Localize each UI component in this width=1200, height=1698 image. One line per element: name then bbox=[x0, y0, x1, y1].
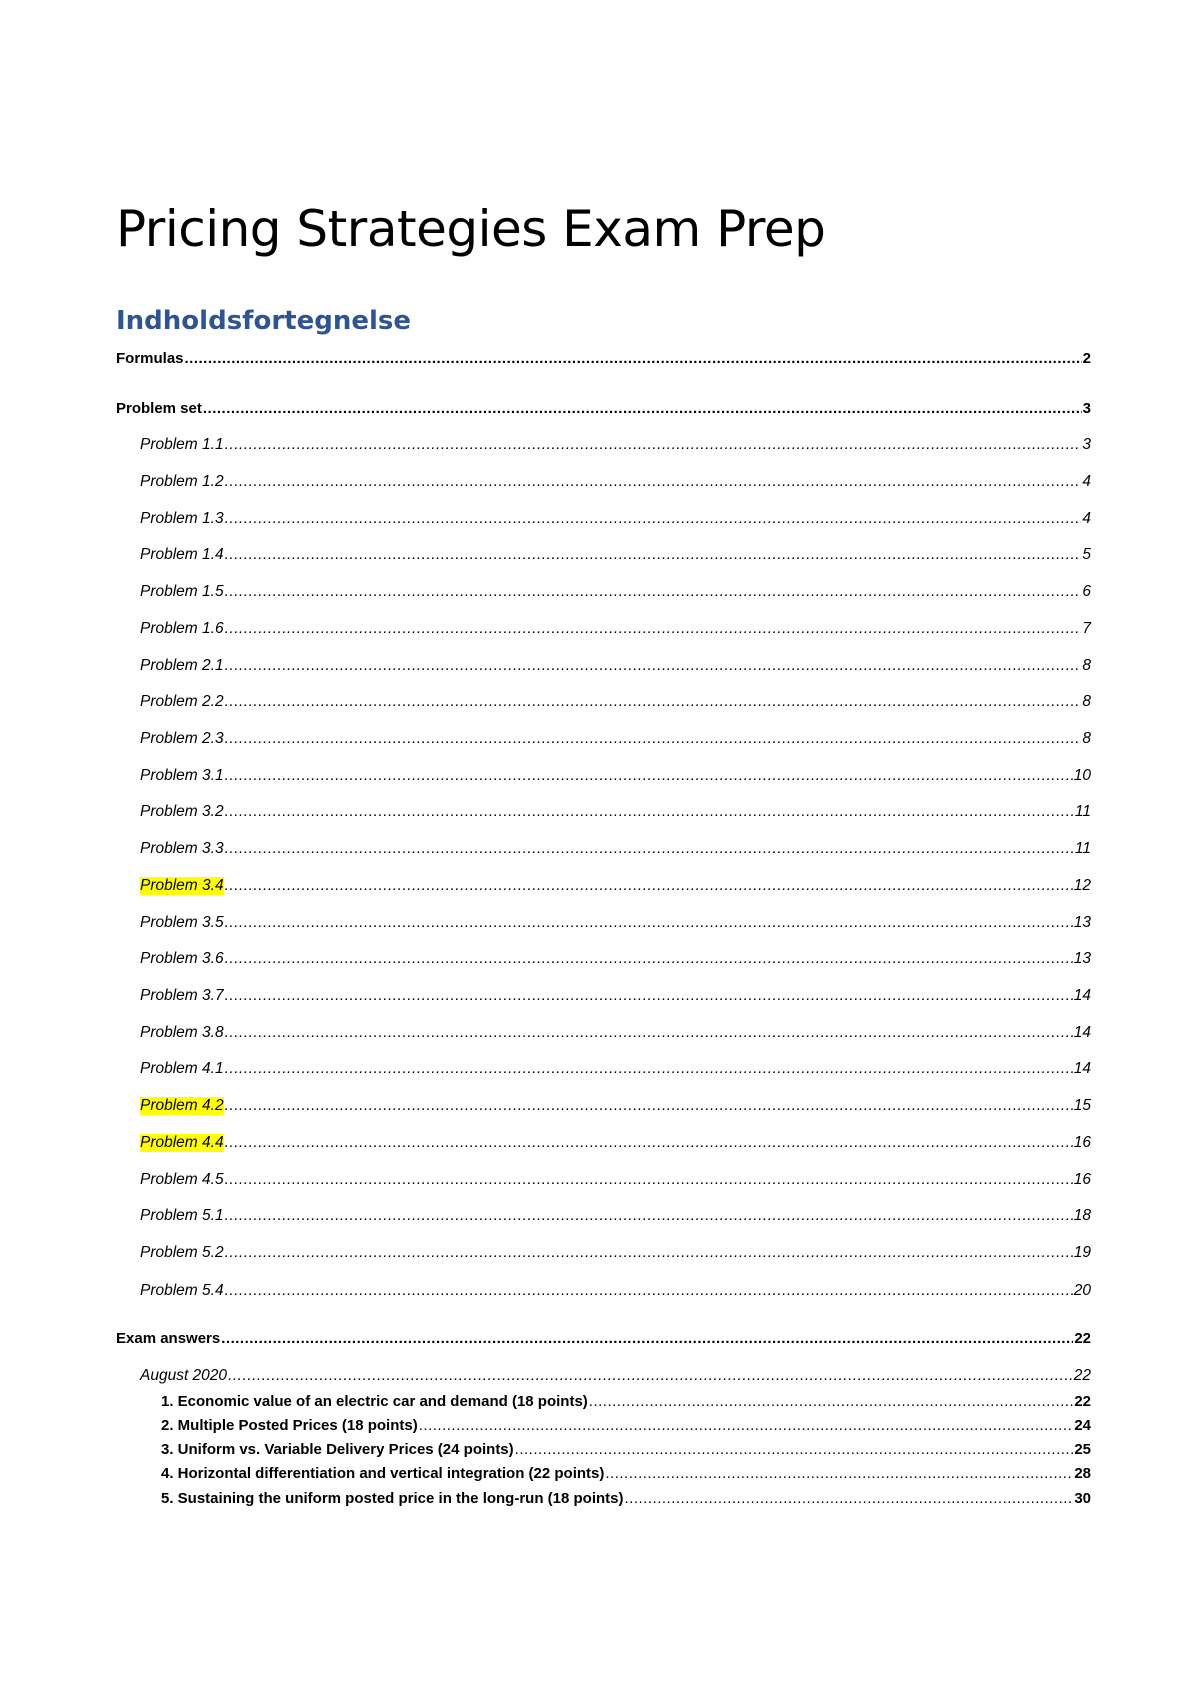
toc-entry-problem-1-2[interactable] bbox=[140, 473, 1091, 491]
toc-entry-page: 10 bbox=[1073, 767, 1091, 784]
toc-entry-problem-3-7[interactable] bbox=[140, 987, 1091, 1005]
toc-entry-page: 24 bbox=[1074, 1417, 1091, 1434]
dot-leader bbox=[225, 510, 1082, 528]
toc-entry-page: 2 bbox=[1082, 350, 1091, 367]
toc-entry-problem-4-5[interactable] bbox=[140, 1171, 1091, 1189]
toc-entry-page: 8 bbox=[1082, 693, 1091, 710]
dot-leader bbox=[225, 1060, 1073, 1078]
dot-leader bbox=[225, 1134, 1073, 1152]
toc-entry-problem-4-2[interactable] bbox=[140, 1097, 1091, 1115]
toc-entry-page: 3 bbox=[1082, 400, 1091, 417]
toc-entry-label: 3. Uniform vs. Variable Delivery Prices (24 points) bbox=[161, 1441, 514, 1458]
dot-leader bbox=[225, 583, 1082, 601]
toc-entry-problem-1-6[interactable] bbox=[140, 620, 1091, 638]
toc-entry-problem-4-1[interactable] bbox=[140, 1060, 1091, 1078]
toc-entry-label: Problem 3.1 bbox=[140, 767, 224, 784]
toc-entry-label: Problem 1.1 bbox=[140, 436, 224, 453]
dot-leader bbox=[225, 436, 1082, 454]
dot-leader bbox=[225, 803, 1074, 821]
toc-entry-problem-3-8[interactable] bbox=[140, 1024, 1091, 1042]
dot-leader bbox=[225, 657, 1082, 675]
toc-entry-problem-1-1[interactable] bbox=[140, 436, 1091, 454]
toc-entry-label: Problem 3.3 bbox=[140, 840, 224, 857]
dot-leader bbox=[225, 1097, 1073, 1115]
dot-leader bbox=[225, 620, 1082, 638]
toc-entry-label-highlighted: Problem 3.4 bbox=[140, 877, 224, 894]
toc-entry-label: Problem 3.7 bbox=[140, 987, 224, 1004]
dot-leader bbox=[225, 950, 1073, 968]
dot-leader bbox=[225, 840, 1074, 858]
dot-leader bbox=[225, 473, 1082, 491]
toc-entry-label: Problem 4.5 bbox=[140, 1171, 224, 1188]
toc-entry-label: Exam answers bbox=[116, 1330, 221, 1347]
toc-entry-label: Problem 3.6 bbox=[140, 950, 224, 967]
dot-leader bbox=[228, 1367, 1073, 1385]
toc-entry-problem-3-6[interactable] bbox=[140, 950, 1091, 968]
toc-entry-question-4[interactable] bbox=[161, 1465, 1091, 1482]
toc-entry-page: 14 bbox=[1073, 987, 1091, 1004]
dot-leader bbox=[225, 1171, 1073, 1189]
toc-entry-page: 25 bbox=[1074, 1441, 1091, 1458]
toc-entry-label: Problem 1.4 bbox=[140, 546, 224, 563]
dot-leader bbox=[225, 1024, 1073, 1042]
toc-entry-problem-1-3[interactable] bbox=[140, 510, 1091, 528]
toc-entry-label: Problem 2.1 bbox=[140, 657, 224, 674]
toc-entry-page: 14 bbox=[1073, 1060, 1091, 1077]
toc-entry-page: 22 bbox=[1074, 1393, 1091, 1410]
toc-entry-label: Problem 2.3 bbox=[140, 730, 224, 747]
toc-entry-problem-2-3[interactable] bbox=[140, 730, 1091, 748]
toc-entry-exam-answers[interactable] bbox=[116, 1330, 1091, 1347]
toc-entry-label: Problem 3.8 bbox=[140, 1024, 224, 1041]
toc-entry-page: 22 bbox=[1074, 1330, 1091, 1347]
toc-entry-page: 20 bbox=[1073, 1282, 1091, 1299]
toc-entry-question-5[interactable] bbox=[161, 1490, 1091, 1507]
toc-entry-problem-5-1[interactable] bbox=[140, 1207, 1091, 1225]
toc-entry-page: 11 bbox=[1074, 840, 1091, 857]
toc-entry-page: 7 bbox=[1082, 620, 1091, 637]
toc-entry-problem-4-4[interactable] bbox=[140, 1134, 1091, 1152]
toc-entry-page: 14 bbox=[1073, 1024, 1091, 1041]
dot-leader bbox=[225, 987, 1073, 1005]
toc-entry-problem-3-4[interactable] bbox=[140, 877, 1091, 895]
toc-entry-label: Problem set bbox=[116, 400, 202, 417]
dot-leader bbox=[589, 1393, 1074, 1410]
toc-entry-label: Problem 2.2 bbox=[140, 693, 224, 710]
toc-entry-label: 1. Economic value of an electric car and demand (18 points) bbox=[161, 1393, 588, 1410]
toc-entry-question-3[interactable] bbox=[161, 1441, 1091, 1458]
toc-entry-label: Problem 3.2 bbox=[140, 803, 224, 820]
dot-leader bbox=[225, 693, 1082, 711]
toc-entry-page: 5 bbox=[1082, 546, 1091, 563]
toc-entry-label: Formulas bbox=[116, 350, 184, 367]
toc-entry-page: 3 bbox=[1082, 436, 1091, 453]
toc-entry-label-highlighted: Problem 4.2 bbox=[140, 1097, 224, 1114]
dot-leader bbox=[225, 1244, 1073, 1262]
toc-entry-page: 19 bbox=[1073, 1244, 1091, 1261]
dot-leader bbox=[225, 730, 1082, 748]
toc-entry-page: 30 bbox=[1074, 1490, 1091, 1507]
toc-entry-label: 4. Horizontal differentiation and vertical integration (22 points) bbox=[161, 1465, 605, 1482]
toc-entry-page: 16 bbox=[1073, 1171, 1091, 1188]
toc-entry-page: 6 bbox=[1082, 583, 1091, 600]
toc-entry-problem-1-5[interactable] bbox=[140, 583, 1091, 601]
toc-entry-formulas[interactable] bbox=[116, 350, 1091, 367]
toc-entry-problem-3-3[interactable] bbox=[140, 840, 1091, 858]
toc-entry-page: 16 bbox=[1073, 1134, 1091, 1151]
toc-entry-label: Problem 5.2 bbox=[140, 1244, 224, 1261]
toc-entry-question-1[interactable] bbox=[161, 1393, 1091, 1410]
dot-leader bbox=[225, 546, 1082, 564]
toc-entry-problem-set[interactable] bbox=[116, 400, 1091, 417]
toc-entry-label: 5. Sustaining the uniform posted price in the long-run (18 points) bbox=[161, 1490, 624, 1507]
page-title: Pricing Strategies Exam Prep bbox=[116, 199, 826, 258]
toc-entry-problem-2-1[interactable] bbox=[140, 657, 1091, 675]
dot-leader bbox=[625, 1490, 1074, 1507]
toc-entry-label: Problem 5.4 bbox=[140, 1282, 224, 1299]
toc-entry-problem-3-1[interactable] bbox=[140, 767, 1091, 785]
toc-entry-problem-5-4[interactable] bbox=[140, 1282, 1091, 1300]
toc-entry-problem-2-2[interactable] bbox=[140, 693, 1091, 711]
toc-entry-problem-1-4[interactable] bbox=[140, 546, 1091, 564]
toc-entry-page: 15 bbox=[1073, 1097, 1091, 1114]
dot-leader bbox=[515, 1441, 1074, 1458]
toc-entry-problem-3-2[interactable] bbox=[140, 803, 1091, 821]
toc-entry-page: 12 bbox=[1073, 877, 1091, 894]
toc-entry-page: 13 bbox=[1073, 914, 1091, 931]
toc-entry-question-2[interactable] bbox=[161, 1417, 1091, 1434]
toc-entry-label: Problem 1.5 bbox=[140, 583, 224, 600]
toc-entry-label: Problem 3.5 bbox=[140, 914, 224, 931]
dot-leader bbox=[225, 1207, 1073, 1225]
toc-entry-page: 4 bbox=[1082, 510, 1091, 527]
toc-entry-page: 18 bbox=[1073, 1207, 1091, 1224]
toc-entry-label: Problem 1.6 bbox=[140, 620, 224, 637]
toc-entry-label: Problem 5.1 bbox=[140, 1207, 224, 1224]
dot-leader bbox=[185, 350, 1082, 367]
dot-leader bbox=[225, 914, 1073, 932]
toc-entry-page: 22 bbox=[1073, 1367, 1091, 1384]
toc-entry-problem-5-2[interactable] bbox=[140, 1244, 1091, 1262]
dot-leader bbox=[419, 1417, 1074, 1434]
dot-leader bbox=[225, 877, 1073, 895]
toc-entry-problem-3-5[interactable] bbox=[140, 914, 1091, 932]
dot-leader bbox=[225, 767, 1073, 785]
toc-entry-label: Problem 4.1 bbox=[140, 1060, 224, 1077]
toc-entry-august-2020[interactable] bbox=[140, 1367, 1091, 1385]
toc-entry-page: 8 bbox=[1082, 730, 1091, 747]
dot-leader bbox=[203, 400, 1082, 417]
toc-entry-label: 2. Multiple Posted Prices (18 points) bbox=[161, 1417, 418, 1434]
toc-entry-label: August 2020 bbox=[140, 1367, 228, 1384]
toc-entry-page: 11 bbox=[1074, 803, 1091, 820]
toc-heading: Indholdsfortegnelse bbox=[116, 305, 412, 336]
toc-entry-label: Problem 1.2 bbox=[140, 473, 224, 490]
dot-leader bbox=[221, 1330, 1073, 1347]
toc-entry-page: 4 bbox=[1082, 473, 1091, 490]
toc-entry-label-highlighted: Problem 4.4 bbox=[140, 1134, 224, 1151]
toc-entry-label: Problem 1.3 bbox=[140, 510, 224, 527]
toc-entry-page: 28 bbox=[1074, 1465, 1091, 1482]
toc-entry-page: 8 bbox=[1082, 657, 1091, 674]
toc-entry-page: 13 bbox=[1073, 950, 1091, 967]
dot-leader bbox=[605, 1465, 1073, 1482]
dot-leader bbox=[225, 1282, 1073, 1300]
